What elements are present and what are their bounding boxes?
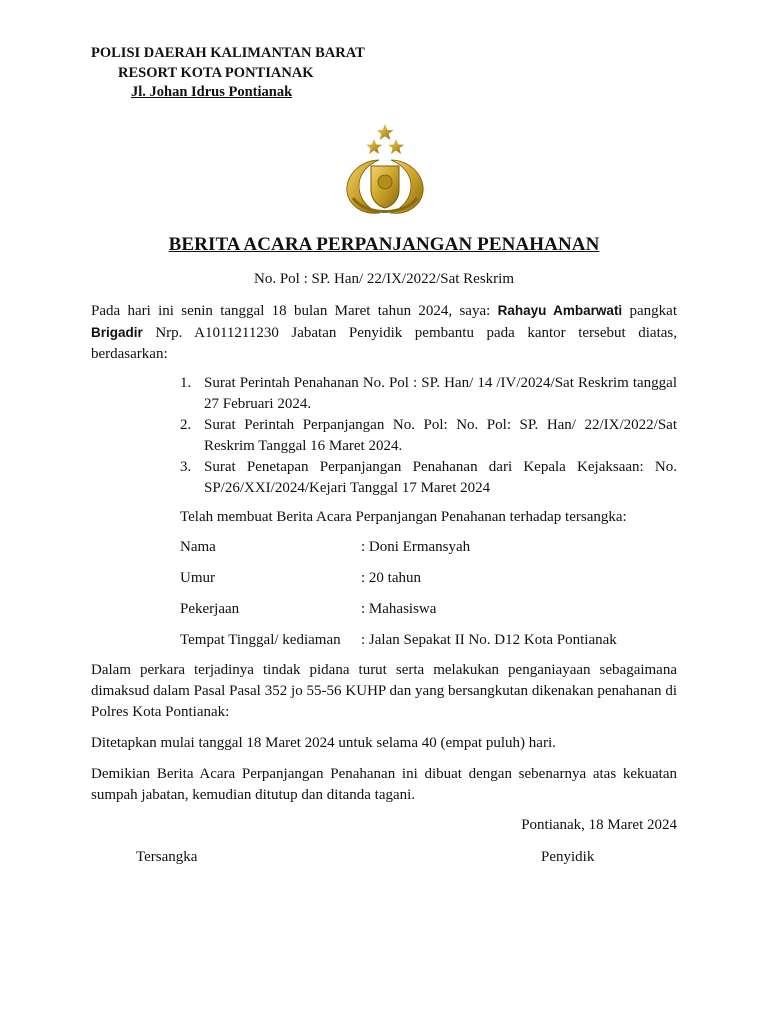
header-resort: RESORT KOTA PONTIANAK	[118, 65, 314, 81]
star-top-icon	[377, 124, 394, 140]
star-left-icon	[366, 139, 382, 154]
list-item-text: Surat Perintah Perpanjangan No. Pol: No. Pol: SP. Han/ 22/IX/2022/Sat Reskrim Tanggal 16 Maret 2024.	[204, 417, 677, 454]
police-emblem-icon	[335, 120, 435, 220]
closing-paragraph: Demikian Berita Acara Perpanjangan Penahanan ini dibuat dengan sebenarnya atas kekuatan sumpah jabatan, kemudian ditutup dan ditanda tagani.	[91, 766, 677, 803]
investigator-name: Rahayu Ambarwati	[497, 303, 623, 318]
list-item-number: 2.	[180, 417, 192, 433]
list-item	[180, 415, 677, 457]
document-number: No. Pol : SP. Han/ 22/IX/2022/Sat Reskrim	[253, 271, 515, 287]
suspect-label: Nama	[180, 539, 216, 555]
list-item-text: Surat Penetapan Perpanjangan Penahanan dari Kepala Kejaksaan: No. SP/26/XXI/2024/Kejari Tanggal 17 Maret 2024	[204, 459, 677, 496]
decision-paragraph: Ditetapkan mulai tanggal 18 Maret 2024 untuk selama 40 (empat puluh) hari.	[91, 735, 556, 751]
list-item-number: 3.	[180, 459, 192, 475]
signature-investigator-label: Penyidik	[541, 849, 595, 865]
investigator-rank: Brigadir	[91, 325, 143, 340]
suspect-label: Tempat Tinggal/ kediaman	[180, 632, 341, 648]
header-address: Jl. Johan Idrus Pontianak	[131, 84, 293, 100]
suspect-value: : Jalan Sepakat II No. D12 Kota Pontianak	[361, 632, 617, 648]
intro-text-2: pangkat	[622, 303, 677, 319]
intro-text-3: Nrp. A1011211230 Jabatan Penyidik pembantu pada kantor tersebut diatas, berdasarkan:	[91, 325, 677, 362]
list-item-text: Surat Perintah Penahanan No. Pol : SP. Han/ 14 /IV/2024/Sat Reskrim tanggal 27 Februari 2024.	[204, 375, 677, 412]
suspect-value: : Mahasiswa	[361, 601, 437, 617]
intro-text-1: Pada hari ini senin tanggal 18 bulan Maret tahun 2024, saya:	[91, 303, 498, 319]
star-right-icon	[388, 139, 404, 154]
document-title: BERITA ACARA PERPANJANGAN PENAHANAN	[168, 234, 600, 255]
list-item-number: 1.	[180, 375, 192, 391]
basis-list	[180, 373, 677, 499]
signature-suspect-label: Tersangka	[136, 849, 198, 865]
list-item	[180, 373, 677, 415]
suspect-value: : Doni Ermansyah	[361, 539, 471, 555]
intro-paragraph	[91, 300, 677, 365]
shield-center-icon	[378, 175, 392, 189]
list-item	[180, 457, 677, 499]
suspect-value: : 20 tahun	[361, 570, 421, 586]
case-paragraph: Dalam perkara terjadinya tindak pidana turut serta melakukan penganiayaan sebagaimana dimaksud dalam Pasal Pasal 352 jo 55-56 KUHP dan yang bersangkutan dikenakan penahanan di Polres Kota Pontianak:	[91, 662, 677, 720]
header-institution: POLISI DAERAH KALIMANTAN BARAT	[91, 45, 365, 61]
suspect-label: Umur	[180, 570, 215, 586]
statement-line: Telah membuat Berita Acara Perpanjangan Penahanan terhadap tersangka:	[180, 509, 627, 525]
suspect-label: Pekerjaan	[180, 601, 240, 617]
place-date: Pontianak, 18 Maret 2024	[521, 817, 677, 833]
